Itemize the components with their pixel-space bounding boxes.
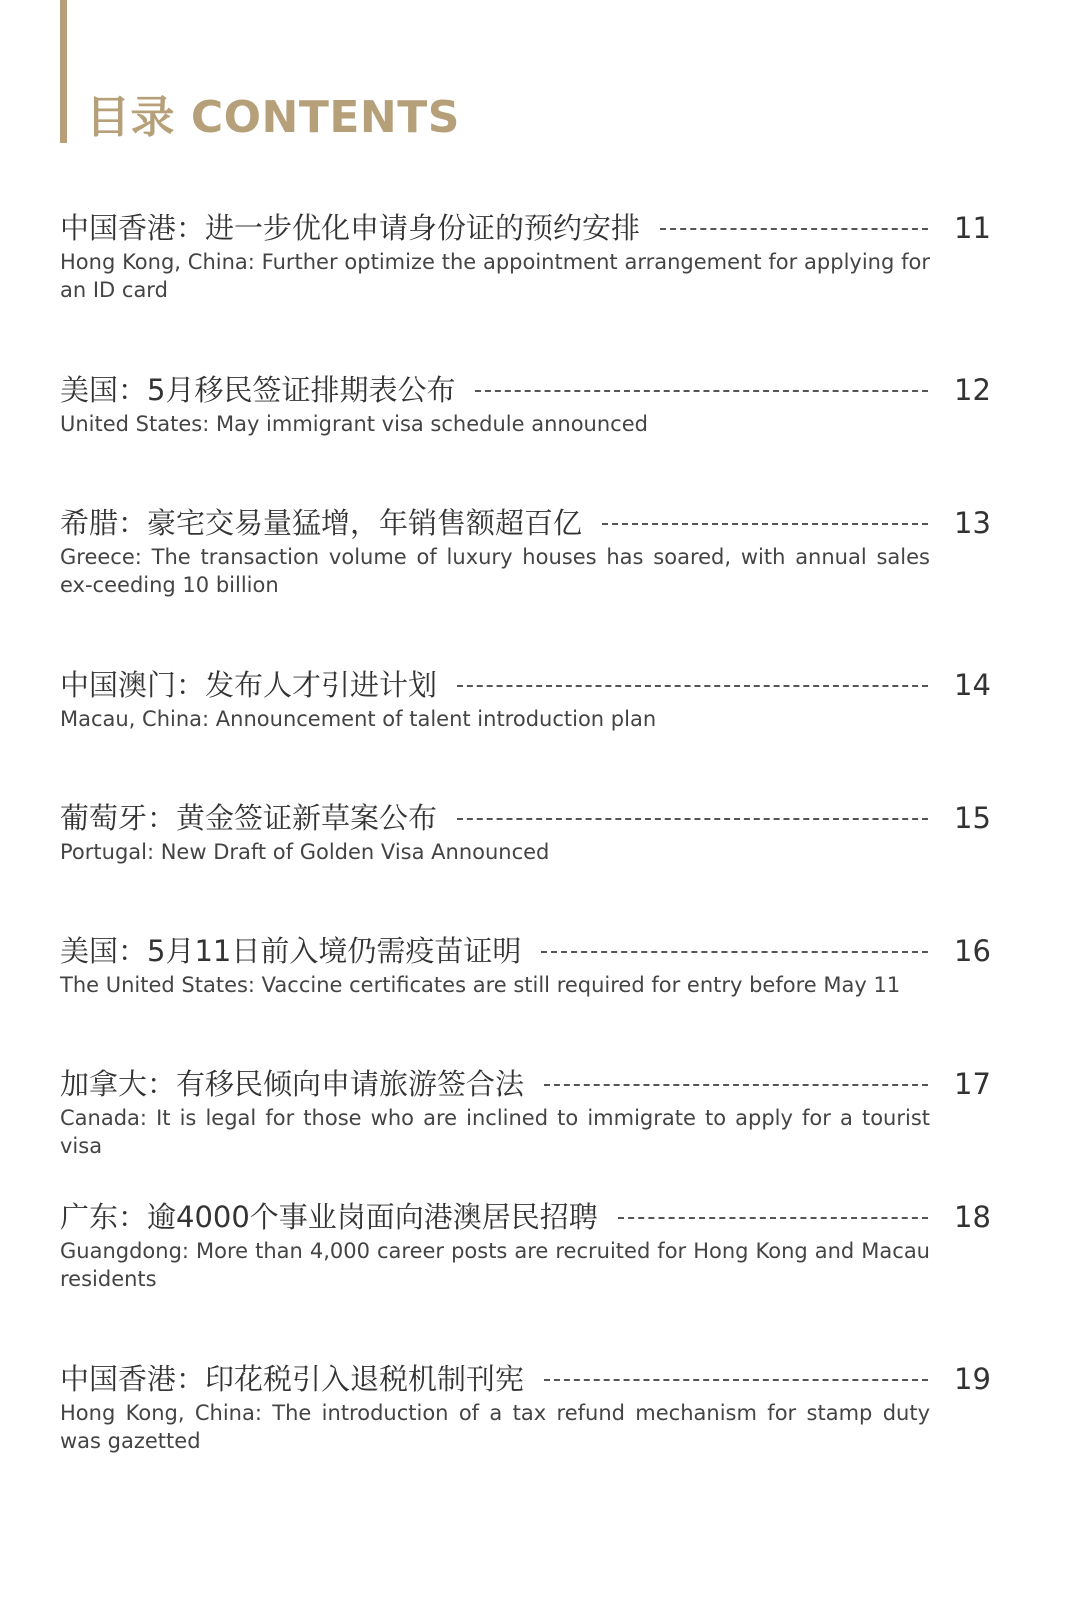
toc-entry[interactable] bbox=[60, 1197, 990, 1359]
toc-entry[interactable] bbox=[60, 370, 990, 503]
toc-entry-page-number: 17 bbox=[954, 1067, 991, 1101]
toc-entry-title-en: United States: May immigrant visa schedule announced bbox=[60, 412, 648, 436]
accent-bar bbox=[60, 0, 67, 143]
toc-entry-page-number: 12 bbox=[954, 373, 991, 407]
toc-entry-title-en: Hong Kong, China: Further optimize the appointment arrangement for applying for an ID card bbox=[60, 250, 930, 302]
toc-entry-page-number: 15 bbox=[954, 801, 991, 835]
dot-leader bbox=[544, 1379, 928, 1381]
dot-leader bbox=[457, 818, 928, 820]
dot-leader bbox=[475, 390, 928, 392]
toc-entry[interactable] bbox=[60, 208, 990, 370]
toc-entry-title-zh: 加拿大：有移民倾向申请旅游签合法 bbox=[60, 1067, 525, 1101]
toc-entry-title-en: Greece: The transaction volume of luxury houses has soared, with annual sales ex-ceeding 10 billion bbox=[60, 545, 930, 597]
toc-entry-title-zh: 中国香港：印花税引入退税机制刊宪 bbox=[60, 1362, 525, 1396]
toc-entry-title-zh: 美国：5月11日前入境仍需疫苗证明 bbox=[60, 934, 522, 968]
toc-entry-title-zh: 葡萄牙：黄金签证新草案公布 bbox=[60, 801, 438, 835]
dot-leader bbox=[618, 1217, 928, 1219]
dot-leader bbox=[660, 228, 928, 230]
toc-entry-title-en: Macau, China: Announcement of talent introduction plan bbox=[60, 707, 657, 731]
toc-entry-page-number: 11 bbox=[954, 211, 991, 245]
dot-leader bbox=[602, 523, 928, 525]
toc-entry-title-en: Portugal: New Draft of Golden Visa Announced bbox=[60, 840, 550, 864]
toc-entry-title-en: Hong Kong, China: The introduction of a tax refund mechanism for stamp duty was gazetted bbox=[60, 1401, 930, 1453]
toc-entry-page-number: 16 bbox=[954, 934, 991, 968]
toc-entry-title-en: Guangdong: More than 4,000 career posts are recruited for Hong Kong and Macau residents bbox=[60, 1239, 930, 1291]
dot-leader bbox=[541, 951, 928, 953]
toc-entry-title-zh: 中国香港：进一步优化申请身份证的预约安排 bbox=[60, 211, 641, 245]
toc-entry-title-en: Canada: It is legal for those who are inclined to immigrate to apply for a tourist visa bbox=[60, 1106, 930, 1158]
page-title: 目录 CONTENTS bbox=[86, 92, 460, 143]
toc-entry[interactable] bbox=[60, 1064, 990, 1197]
toc-entry-page-number: 18 bbox=[954, 1200, 991, 1234]
table-of-contents bbox=[60, 208, 990, 1521]
toc-entry-page-number: 19 bbox=[954, 1362, 991, 1396]
toc-entry-title-zh: 中国澳门：发布人才引进计划 bbox=[60, 668, 438, 702]
toc-entry[interactable] bbox=[60, 1359, 990, 1521]
dot-leader bbox=[544, 1084, 928, 1086]
toc-entry-title-zh: 美国：5月移民签证排期表公布 bbox=[60, 373, 456, 407]
toc-entry-title-en: The United States: Vaccine certificates are still required for entry before May 11 bbox=[60, 973, 901, 997]
toc-entry-title-zh: 广东：逾4000个事业岗面向港澳居民招聘 bbox=[60, 1200, 598, 1234]
toc-entry-page-number: 13 bbox=[954, 506, 991, 540]
toc-entry[interactable] bbox=[60, 798, 990, 931]
toc-entry[interactable] bbox=[60, 665, 990, 798]
toc-entry-title-zh: 希腊：豪宅交易量猛增，年销售额超百亿 bbox=[60, 506, 583, 540]
dot-leader bbox=[457, 685, 928, 687]
toc-entry-page-number: 14 bbox=[954, 668, 991, 702]
toc-entry[interactable] bbox=[60, 503, 990, 665]
toc-entry[interactable] bbox=[60, 931, 990, 1064]
